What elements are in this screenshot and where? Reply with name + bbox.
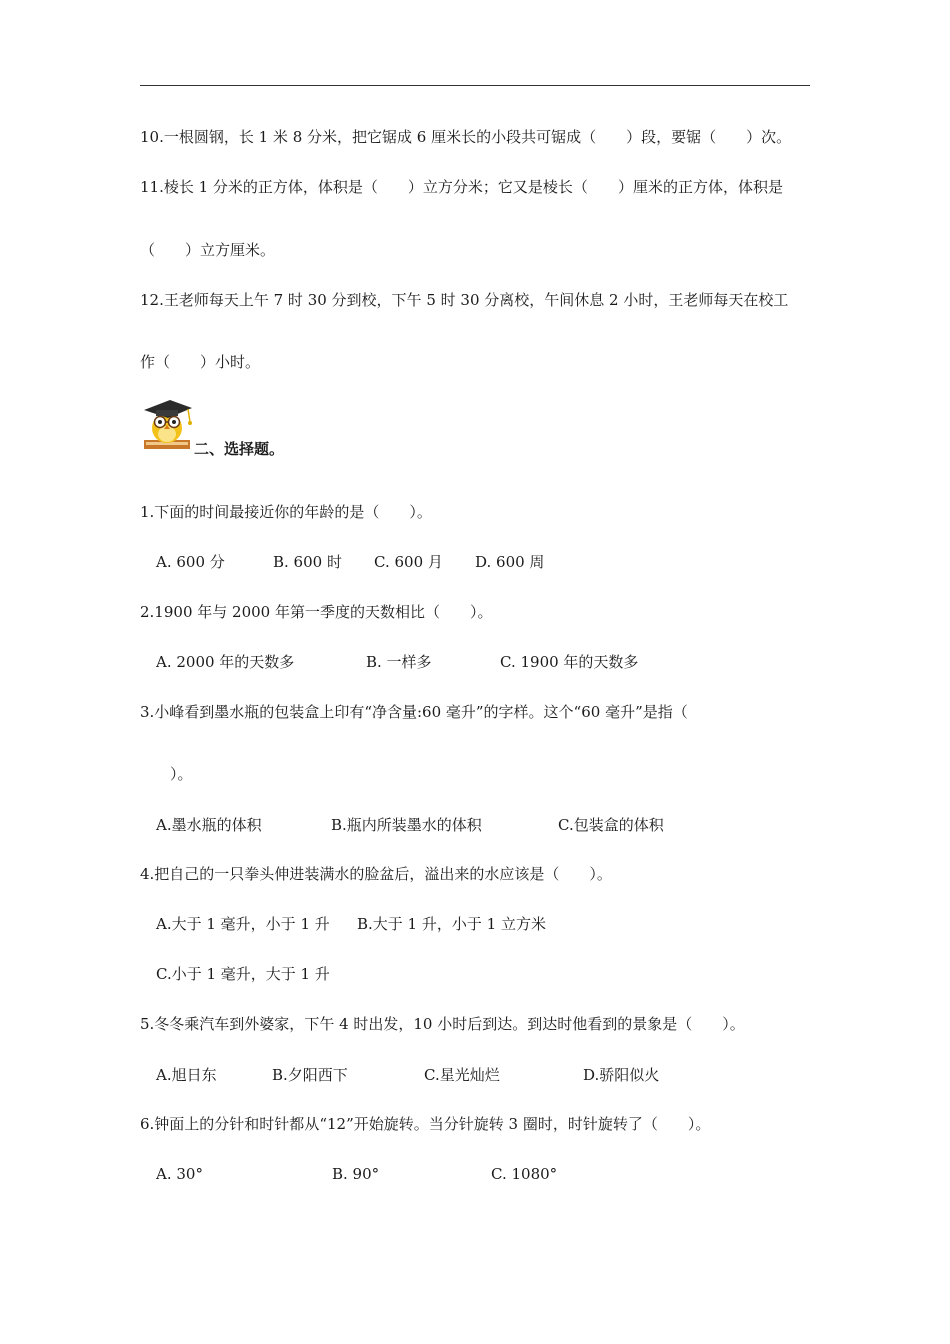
question-12-line-1	[140, 290, 810, 310]
question-12-line-2: 作（ ）小时。	[140, 353, 261, 371]
choice-q3-option-a: A.墨水瓶的体积	[156, 816, 262, 834]
choice-q6-option-a: A. 30°	[156, 1165, 203, 1183]
question-10	[140, 127, 810, 147]
question-10-text: 10.一根圆钢，长 1 米 8 分米，把它锯成 6 厘米长的小段共可锯成（ ）段，要锯（ ）次。	[140, 128, 792, 146]
choice-q2-option-b: B. 一样多	[366, 653, 432, 671]
choice-q3-stem-line-1	[140, 702, 810, 722]
choice-q4-option-a: A.大于 1 毫升，小于 1 升	[156, 915, 330, 933]
section-title: 二、选择题。	[194, 440, 285, 458]
choice-q3-option-c: C.包装盒的体积	[558, 816, 664, 834]
question-12-text-1: 12.王老师每天上午 7 时 30 分到校，下午 5 时 30 分离校，午间休息 2 小时，王老师每天在校工	[140, 291, 789, 309]
choice-q1-option-d: D. 600 周	[475, 553, 545, 571]
choice-q4-option-c: C.小于 1 毫升，大于 1 升	[156, 965, 330, 983]
owl-graduate-icon	[140, 396, 196, 454]
question-11-line-2: （ ）立方厘米。	[140, 241, 276, 259]
choice-q5-option-d: D.骄阳似火	[583, 1066, 660, 1084]
choice-q1-option-c: C. 600 月	[374, 553, 443, 571]
choice-q4-stem: 4.把自己的一只拳头伸进装满水的脸盆后，溢出来的水应该是（ ）。	[140, 865, 612, 883]
choice-q2-option-c: C. 1900 年的天数多	[500, 653, 639, 671]
choice-q5-stem: 5.冬冬乘汽车到外婆家，下午 4 时出发，10 小时后到达。到达时他看到的景象是（ ）。	[140, 1015, 745, 1033]
question-11-line-1	[140, 177, 810, 197]
choice-q1-stem: 1.下面的时间最接近你的年龄的是（ ）。	[140, 503, 432, 521]
choice-q1-option-a: A. 600 分	[156, 553, 225, 571]
choice-q3-option-b: B.瓶内所装墨水的体积	[331, 816, 482, 834]
question-11-text-1: 11.棱长 1 分米的正方体，体积是（ ）立方分米；它又是棱长（ ）厘米的正方体，体积是	[140, 178, 783, 196]
choice-q2-option-a: A. 2000 年的天数多	[156, 653, 295, 671]
header-rule	[140, 85, 810, 86]
choice-q3-stem-text-1: 3.小峰看到墨水瓶的包装盒上印有“净含量:60 毫升”的字样。这个“60 毫升”是指（	[140, 703, 688, 721]
choice-q2-stem: 2.1900 年与 2000 年第一季度的天数相比（ ）。	[140, 603, 493, 621]
choice-q6-option-c: C. 1080°	[491, 1165, 558, 1183]
choice-q6-stem: 6.钟面上的分针和时针都从“12”开始旋转。当分针旋转 3 圈时，时针旋转了（ ）。	[140, 1115, 711, 1133]
choice-q6-option-b: B. 90°	[332, 1165, 380, 1183]
choice-q3-stem-line-2: ）。	[140, 765, 193, 783]
choice-q4-option-b: B.大于 1 升，小于 1 立方米	[357, 915, 546, 933]
choice-q5-option-b: B.夕阳西下	[272, 1066, 348, 1084]
choice-q1-option-b: B. 600 时	[273, 553, 342, 571]
section-header-choice	[140, 396, 440, 456]
choice-q5-option-a: A.旭日东	[156, 1066, 217, 1084]
choice-q5-option-c: C.星光灿烂	[424, 1066, 500, 1084]
